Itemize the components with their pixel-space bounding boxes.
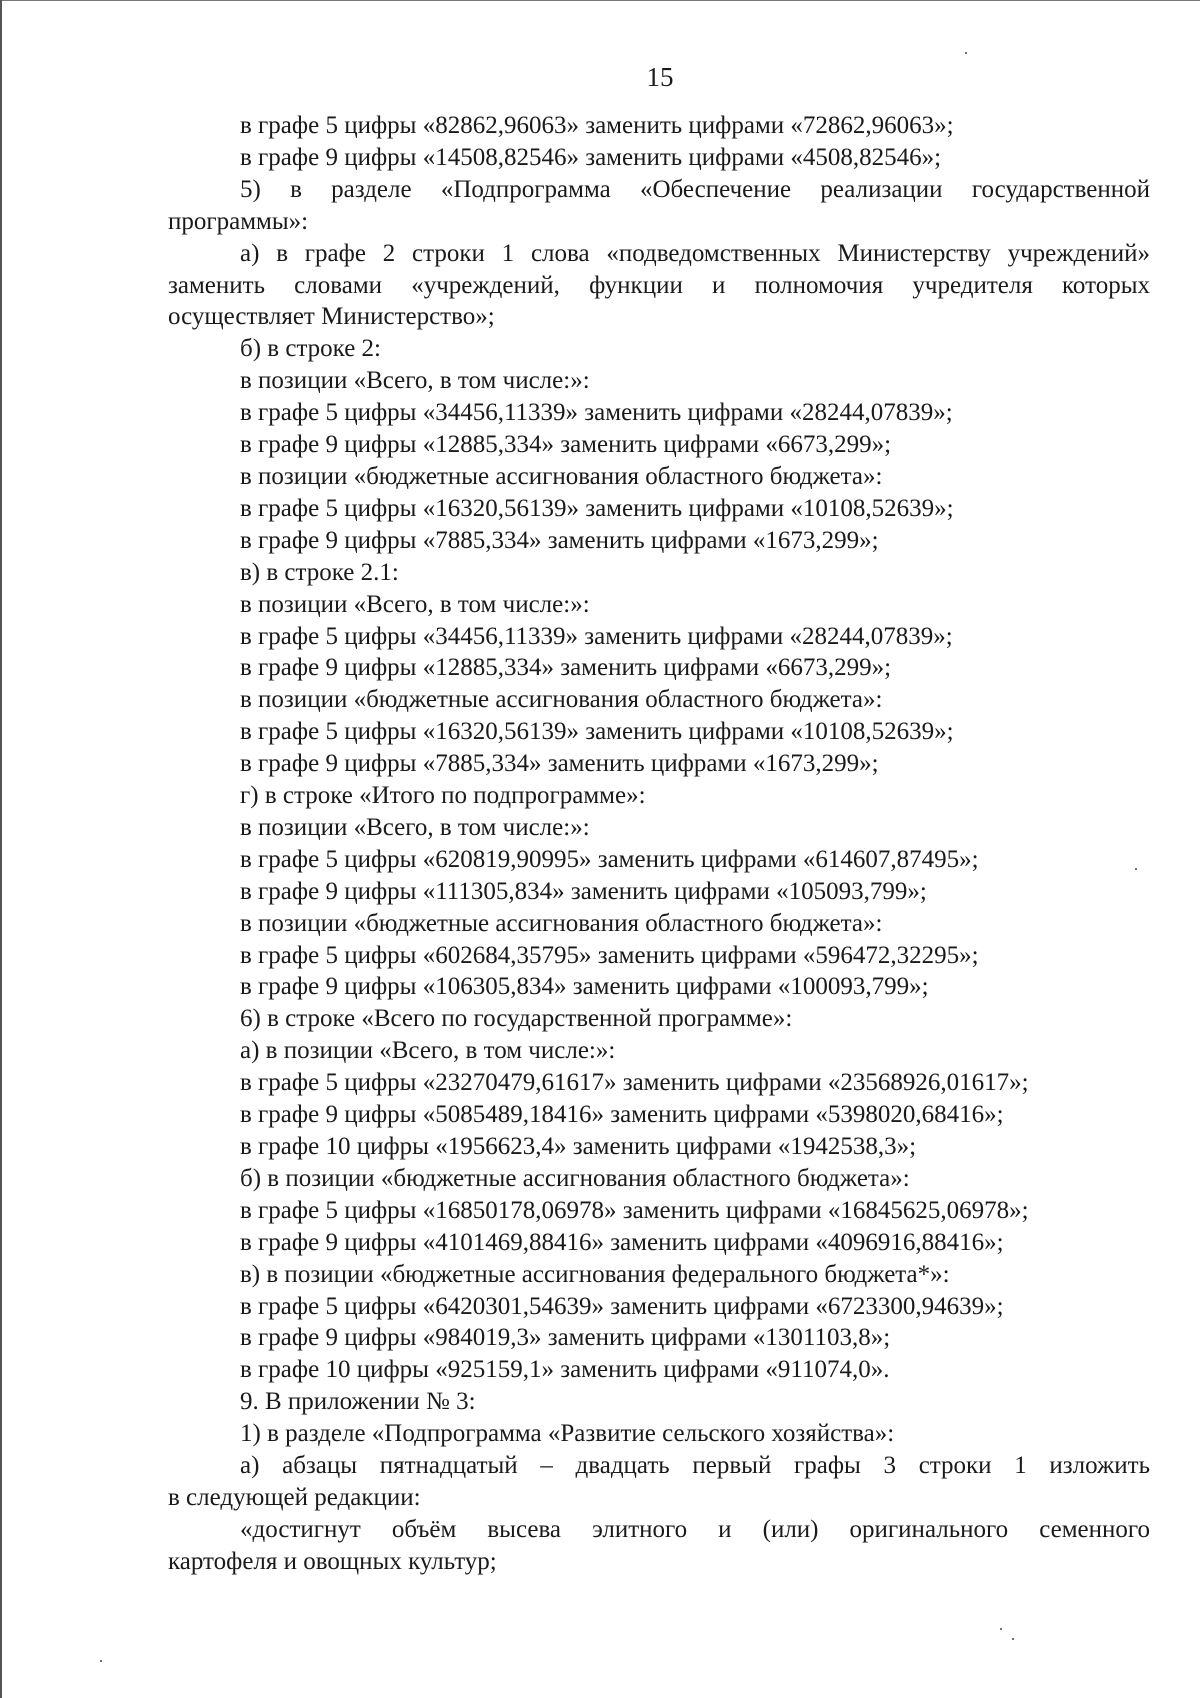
- text-line: б) в строке 2:: [240, 335, 381, 363]
- text-line: в позиции «бюджетные ассигнования областного бюджета»:: [240, 909, 883, 937]
- text-line: в графе 9 цифры «5085489,18416» заменить цифрами «5398020,68416»;: [240, 1101, 1004, 1129]
- text-line: в графе 10 цифры «1956623,4» заменить цифрами «1942538,3»;: [240, 1133, 917, 1160]
- text-line: в графе 5 цифры «6420301,54639» заменить цифрами «6723300,94639»;: [240, 1292, 1004, 1320]
- amendment-list: [168, 333, 1150, 1450]
- text-line: в) в строке 2.1:: [240, 558, 399, 586]
- text-line: в графе 5 цифры «16320,56139» заменить цифрами «10108,52639»;: [240, 494, 954, 522]
- paragraph-item-a: [168, 238, 1150, 334]
- text-line: в графе 9 цифры «12885,334» заменить цифрами «6673,299»;: [240, 431, 892, 459]
- text-line: в графе 5 цифры «34456,11339» заменить цифрами «28244,07839»;: [240, 622, 953, 650]
- paragraph-quote: [168, 1514, 1150, 1578]
- text-line: в следующей редакции:: [168, 1483, 421, 1511]
- text-line: в позиции «Всего, в том числе:»:: [240, 590, 590, 618]
- text-line: программы»:: [168, 207, 309, 235]
- text-line: в графе 9 цифры «984019,3» заменить цифрами «1301103,8»;: [240, 1324, 891, 1352]
- text-line: а) абзацы пятнадцатый – двадцать первый графы 3 строки 1 изложить: [240, 1452, 1150, 1480]
- text-line: в графе 5 цифры «16320,56139» заменить цифрами «10108,52639»;: [240, 718, 954, 746]
- text-line: 5) в разделе «Подпрограмма «Обеспечение реализации государственной: [240, 175, 1150, 203]
- text-line: в графе 5 цифры «34456,11339» заменить цифрами «28244,07839»;: [240, 399, 953, 427]
- document-body: [168, 110, 1150, 1578]
- text-line: в позиции «Всего, в том числе:»:: [240, 813, 590, 841]
- scan-speck: [100, 1660, 102, 1662]
- text-line: б) в позиции «бюджетные ассигнования областного бюджета»:: [240, 1164, 910, 1192]
- scan-speck: [1000, 1628, 1002, 1630]
- text-line: в графе 5 цифры «23270479,61617» заменить цифрами «23568926,01617»;: [240, 1069, 1029, 1097]
- text-line: в графе 9 цифры «7885,334» заменить цифрами «1673,299»;: [240, 750, 879, 778]
- page-number: 15: [646, 62, 674, 92]
- scan-speck: [965, 52, 967, 54]
- text-line: в позиции «бюджетные ассигнования областного бюджета»:: [240, 686, 883, 714]
- text-line: г) в строке «Итого по подпрограмме»:: [240, 782, 646, 810]
- text-line: заменить словами «учреждений, функции и полномочия учредителя которых: [168, 271, 1150, 299]
- text-line: в графе 9 цифры «7885,334» заменить цифрами «1673,299»;: [240, 526, 879, 554]
- text-line: в графе 9 цифры «12885,334» заменить цифрами «6673,299»;: [240, 654, 892, 682]
- text-line: в графе 10 цифры «925159,1» заменить цифрами «911074,0».: [240, 1356, 890, 1384]
- text-line: в позиции «Всего, в том числе:»:: [240, 367, 590, 395]
- text-line: осуществляет Министерство»;: [168, 303, 495, 331]
- text-line: в графе 5 цифры «16850178,06978» заменить цифрами «16845625,06978»;: [240, 1196, 1029, 1224]
- scan-edge-left: [0, 0, 2, 1698]
- text-line: в) в позиции «бюджетные ассигнования федерального бюджета*»:: [240, 1260, 950, 1288]
- text-line: а) в позиции «Всего, в том числе:»:: [240, 1037, 616, 1065]
- text-line: 9. В приложении № 3:: [240, 1388, 476, 1416]
- text-line: в графе 9 цифры «111305,834» заменить цифрами «105093,799»;: [240, 877, 927, 905]
- text-line: в графе 9 цифры «106305,834» заменить цифрами «100093,799»;: [240, 973, 929, 1001]
- paragraph-item-a-appendix: [168, 1450, 1150, 1514]
- text-line: в графе 9 цифры «14508,82546» заменить цифрами «4508,82546»;: [240, 143, 942, 171]
- text-line: а) в графе 2 строки 1 слова «подведомственных Министерству учреждений»: [240, 239, 1150, 267]
- text-line: в графе 9 цифры «4101469,88416» заменить цифрами «4096916,88416»;: [240, 1228, 1004, 1256]
- text-line: «достигнут объём высева элитного и (или) оригинального семенного: [240, 1515, 1150, 1543]
- paragraph-section-5: [168, 174, 1150, 238]
- scan-speck: [1012, 1638, 1014, 1640]
- text-line: 1) в разделе «Подпрограмма «Развитие сельского хозяйства»:: [240, 1420, 895, 1448]
- text-line: 6) в строке «Всего по государственной программе»:: [240, 1005, 793, 1033]
- text-line: в позиции «бюджетные ассигнования областного бюджета»:: [240, 462, 883, 490]
- text-line: картофеля и овощных культур;: [168, 1547, 497, 1575]
- text-line: в графе 5 цифры «620819,90995» заменить цифрами «614607,87495»;: [240, 845, 979, 873]
- text-line: в графе 5 цифры «82862,96063» заменить цифрами «72862,96063»;: [240, 112, 954, 139]
- text-line: в графе 5 цифры «602684,35795» заменить цифрами «596472,32295»;: [240, 941, 979, 969]
- scan-edge-top: [0, 0, 1200, 1]
